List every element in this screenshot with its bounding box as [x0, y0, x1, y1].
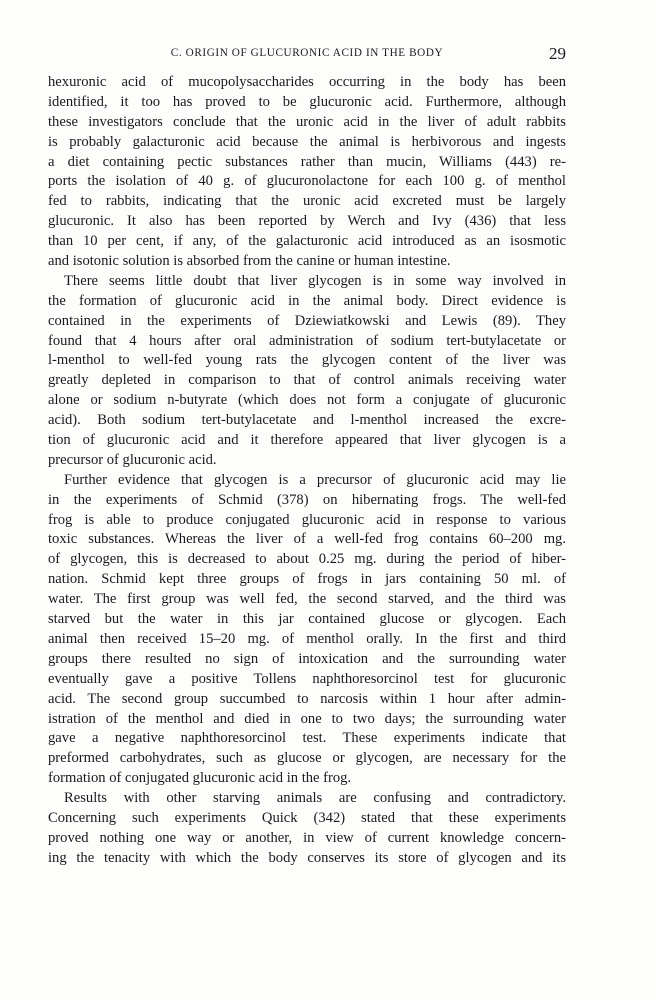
- paragraph: [48, 789, 566, 869]
- text-line: ports the isolation of 40 g. of glucuronolactone for each 100 g. of menthol: [48, 173, 566, 190]
- text-line: greatly depleted in comparison to that of control animals receiving water: [48, 372, 566, 389]
- text-line: istration of the menthol and died in one to two days; the surrounding water: [48, 710, 566, 727]
- paragraph: [48, 272, 566, 471]
- text-line: in the experiments of Schmid (378) on hibernating frogs. The well-fed: [48, 491, 566, 508]
- text-line: hexuronic acid of mucopolysaccharides occurring in the body has been: [48, 74, 566, 90]
- text-line: and isotonic solution is absorbed from the canine or human intestine.: [48, 253, 451, 270]
- text-line: Further evidence that glycogen is a precursor of glucuronic acid may lie: [64, 471, 566, 488]
- text-line: tion of glucuronic acid and it therefore appeared that liver glycogen is a: [48, 432, 566, 449]
- text-line: proved nothing one way or another, in view of current knowledge concern-: [48, 829, 566, 846]
- text-line: nation. Schmid kept three groups of frogs in jars containing 50 ml. of: [48, 571, 566, 588]
- text-line: than 10 per cent, if any, of the galacturonic acid introduced as an isosmotic: [48, 233, 566, 250]
- text-line: of glycogen, this is decreased to about 0.25 mg. during the period of hiber-: [48, 551, 566, 568]
- text-line: a diet containing pectic substances rather than mucin, Williams (443) re-: [48, 153, 566, 170]
- text-line: glucuronic. It also has been reported by Werch and Ivy (436) that less: [48, 213, 566, 230]
- text-line: precursor of glucuronic acid.: [48, 451, 217, 468]
- paragraph: [48, 73, 566, 272]
- text-line: Results with other starving animals are confusing and contradictory.: [64, 790, 566, 807]
- page-number: 29: [549, 44, 566, 63]
- text-line: groups there resulted no sign of intoxication and the surrounding water: [48, 650, 566, 667]
- text-line: water. The first group was well fed, the second starved, and the third was: [48, 591, 566, 608]
- running-head: [48, 44, 566, 64]
- text-line: l-menthol to well-fed young rats the glycogen content of the liver was: [48, 352, 566, 369]
- text-line: is probably galacturonic acid because the animal is herbivorous and ingests: [48, 133, 566, 150]
- text-line: the formation of glucuronic acid in the animal body. Direct evidence is: [48, 292, 566, 309]
- running-head-title: C. ORIGIN OF GLUCURONIC ACID IN THE BODY: [170, 47, 444, 59]
- text-line: these investigators conclude that the uronic acid in the liver of adult rabbits: [48, 113, 566, 130]
- text-line: starved but the water in this jar contained glucose or glycogen. Each: [48, 611, 566, 628]
- body-text: [48, 73, 566, 869]
- text-line: Concerning such experiments Quick (342) stated that these experiments: [48, 809, 566, 826]
- text-line: alone or sodium n-butyrate (which does not form a conjugate of glucuronic: [48, 392, 566, 409]
- text-line: fed to rabbits, indicating that the uronic acid excreted must be largely: [48, 193, 566, 210]
- text-line: toxic substances. Whereas the liver of a well-fed frog contains 60–200 mg.: [48, 531, 566, 548]
- text-line: frog is able to produce conjugated glucuronic acid in response to various: [48, 511, 566, 528]
- text-line: animal then received 15–20 mg. of menthol orally. In the first and third: [48, 630, 566, 647]
- text-line: gave a negative naphthoresorcinol test. These experiments indicate that: [48, 730, 566, 747]
- text-line: acid). Both sodium tert-butylacetate and l-menthol increased the excre-: [48, 412, 566, 429]
- text-line: ing the tenacity with which the body conserves its store of glycogen and its: [48, 849, 566, 866]
- text-line: acid. The second group succumbed to narcosis within 1 hour after admin-: [48, 690, 566, 707]
- text-line: preformed carbohydrates, such as glucose or glycogen, are necessary for the: [48, 750, 566, 767]
- text-line: found that 4 hours after oral administration of sodium tert-butylacetate or: [48, 332, 566, 349]
- text-line: formation of conjugated glucuronic acid in the frog.: [48, 770, 352, 787]
- text-line: There seems little doubt that liver glycogen is in some way involved in: [64, 272, 566, 289]
- text-line: eventually gave a positive Tollens naphthoresorcinol test for glucuronic: [48, 670, 566, 687]
- paragraph: [48, 471, 566, 789]
- text-line: contained in the experiments of Dziewiatkowski and Lewis (89). They: [48, 312, 566, 329]
- text-line: identified, it too has proved to be glucuronic acid. Furthermore, although: [48, 93, 566, 110]
